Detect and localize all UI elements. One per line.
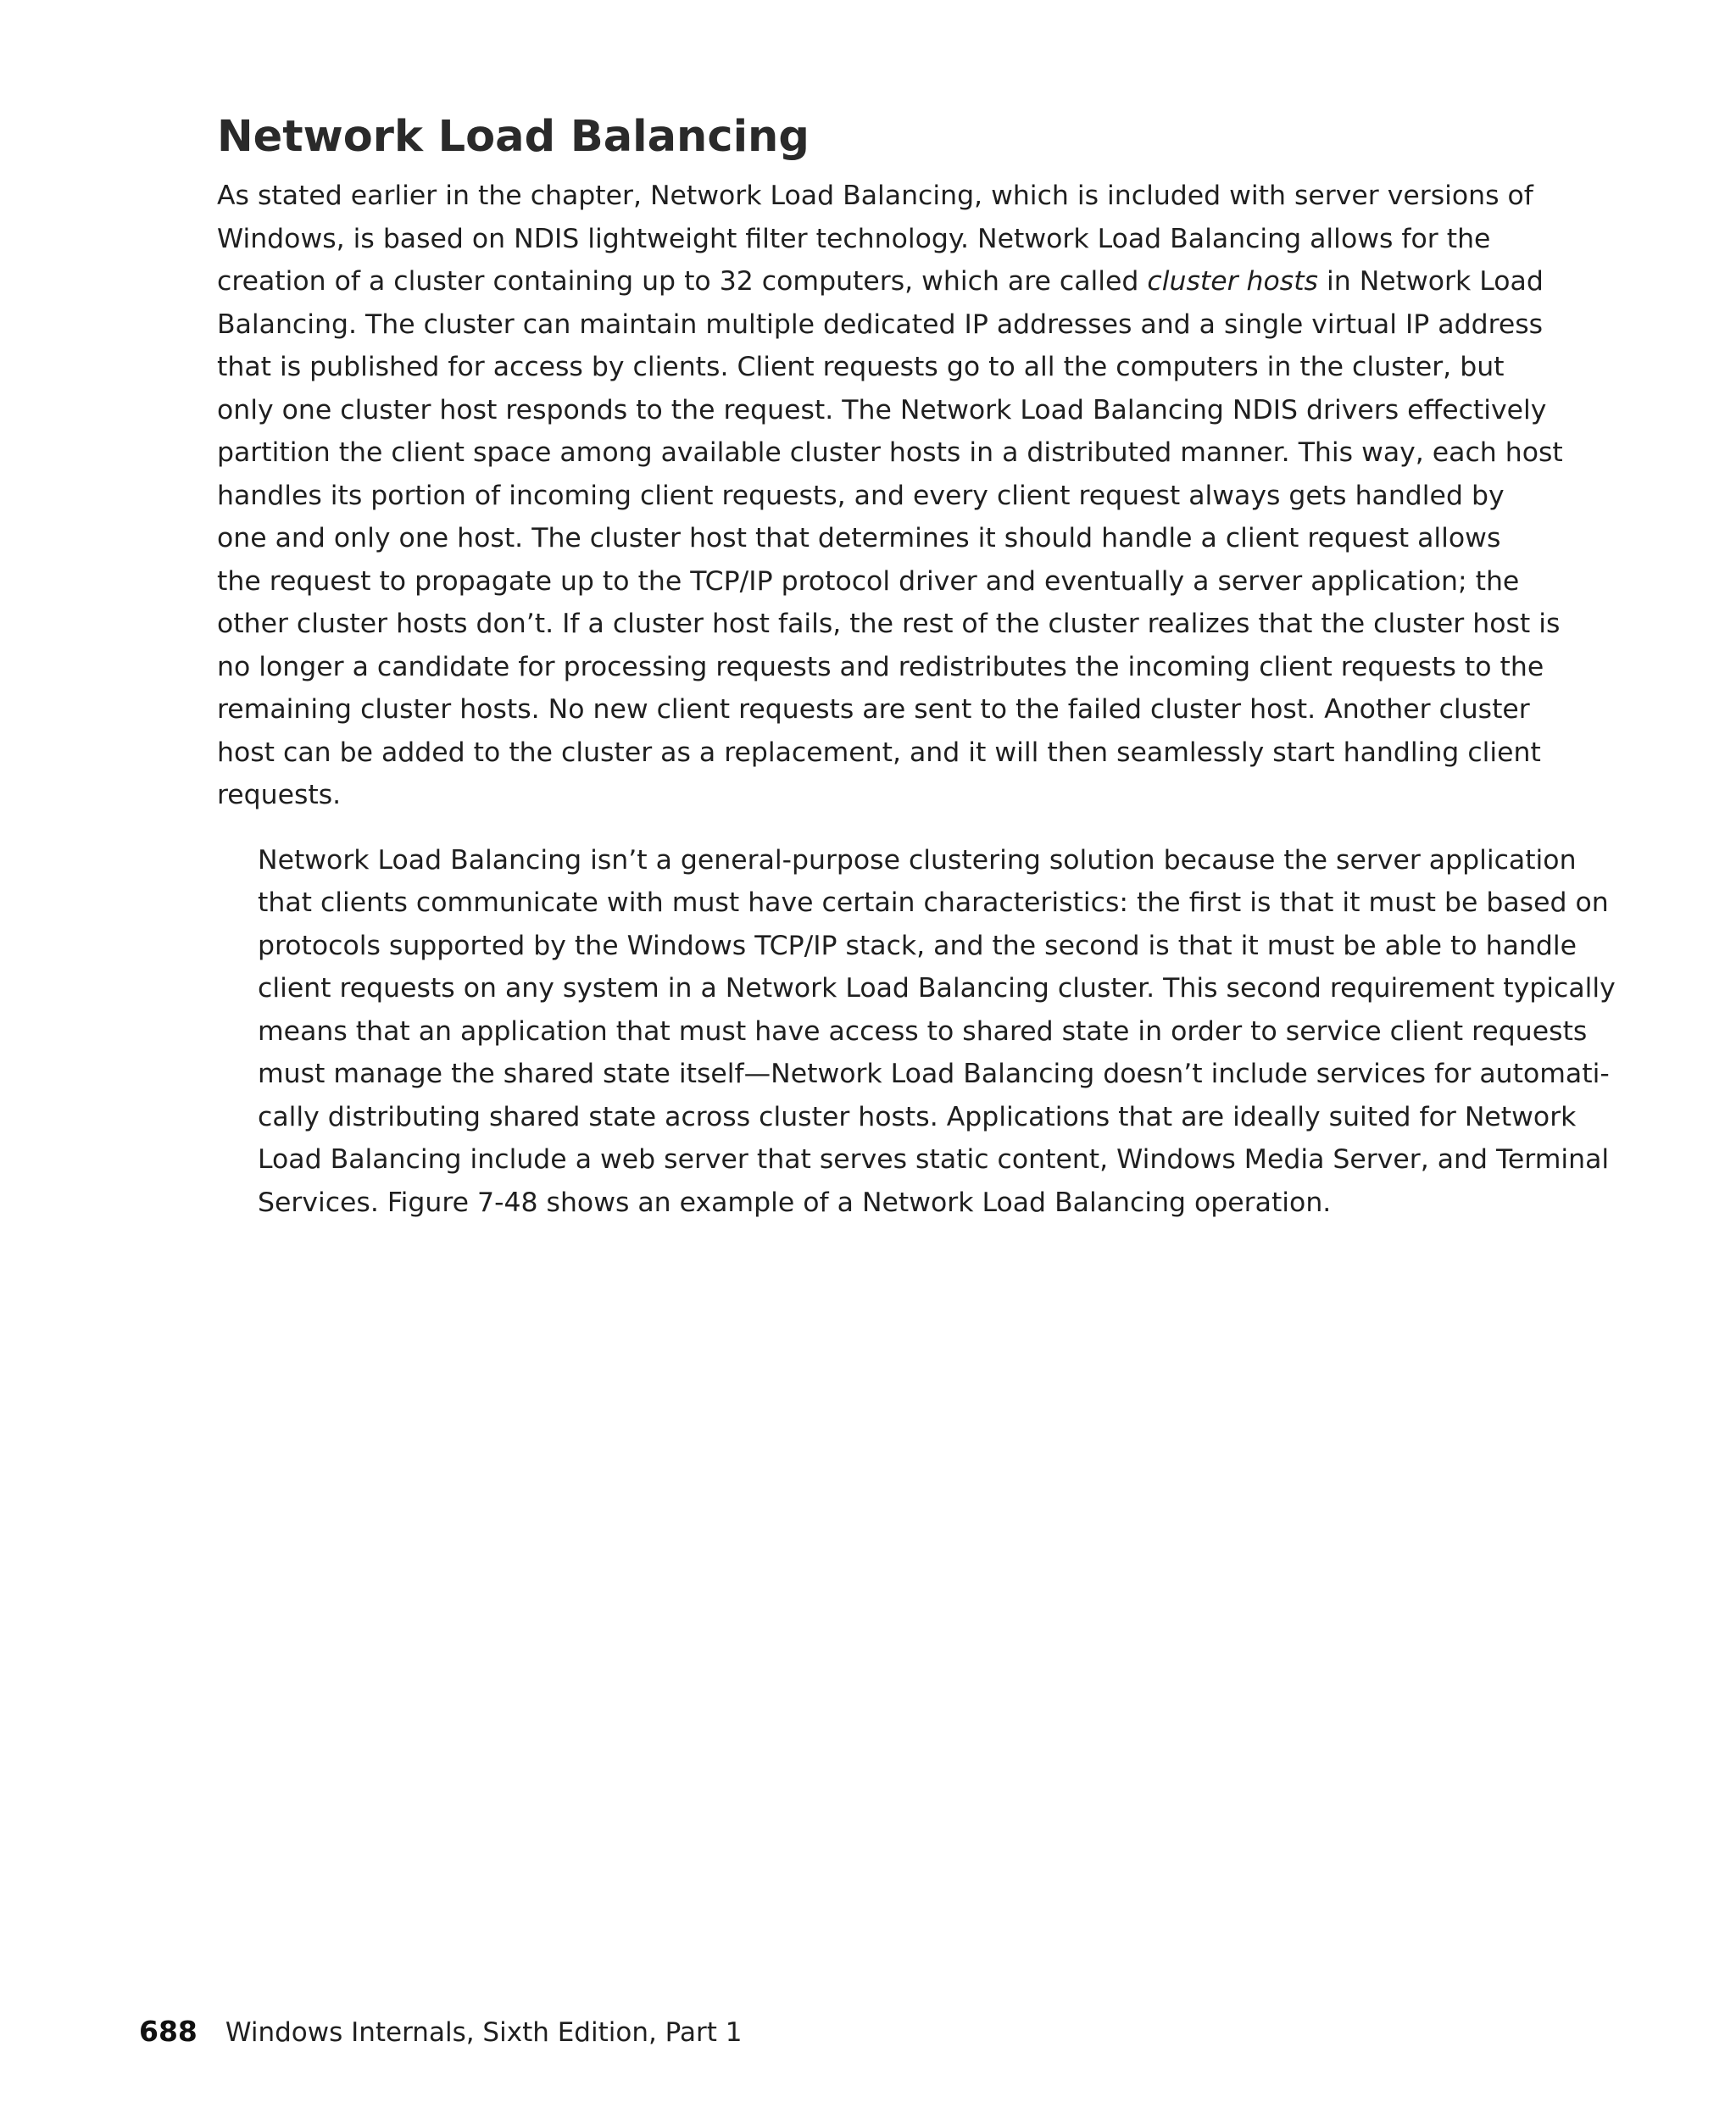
paragraph-line: the request to propagate up to the TCP/IP protocol driver and eventually a server application; the xyxy=(217,565,1520,597)
paragraph-line: remaining cluster hosts. No new client requests are sent to the failed cluster host. Another cluster xyxy=(217,694,1530,725)
paragraph-line: means that an application that must have access to shared state in order to service client requests xyxy=(258,1015,1588,1047)
paragraph-1 xyxy=(217,175,1582,817)
paragraph-line: cally distributing shared state across cluster hosts. Applications that are ideally suited for Network xyxy=(258,1101,1577,1132)
paragraph-line: other cluster hosts don’t. If a cluster host fails, the rest of the cluster realizes that the cluster host is xyxy=(217,609,1561,639)
paragraph-line: protocols supported by the Windows TCP/IP stack, and the second is that it must be able to handle xyxy=(258,930,1577,961)
paragraph-line: must manage the shared state itself—Network Load Balancing doesn’t include services for automati- xyxy=(258,1059,1610,1089)
paragraph-line: host can be added to the cluster as a replacement, and it will then seamlessly start handling client xyxy=(217,737,1541,768)
paragraph-line: no longer a candidate for processing requests and redistributes the incoming client requests to the xyxy=(217,651,1544,682)
term-cluster-hosts: cluster hosts xyxy=(1147,266,1318,297)
paragraph-line: client requests on any system in a Network Load Balancing cluster. This second requirement typically xyxy=(258,973,1616,1004)
paragraph-line: handles its portion of incoming client requests, and every client request always gets handled by xyxy=(217,480,1505,511)
paragraph-line: that clients communicate with must have certain characteristics: the first is that it must be based on xyxy=(258,887,1609,918)
paragraph-line: that is published for access by clients. Client requests go to all the computers in the cluster, but xyxy=(217,352,1505,382)
paragraph-line: partition the client space among available cluster hosts in a distributed manner. This way, each host xyxy=(217,437,1563,468)
body-text xyxy=(217,175,1616,1224)
paragraph-line: Load Balancing include a web server that serves static content, Windows Media Server, and Terminal xyxy=(258,1144,1610,1175)
paragraph-2 xyxy=(217,839,1616,1225)
paragraph-line: Windows, is based on NDIS lightweight filter technology. Network Load Balancing allows for the xyxy=(217,223,1491,254)
paragraph-line: Services. Figure 7-48 shows an example of a Network Load Balancing operation. xyxy=(258,1187,1332,1218)
book-title: Windows Internals, Sixth Edition, Part 1 xyxy=(225,2017,743,2048)
paragraph-line: Balancing. The cluster can maintain multiple dedicated IP addresses and a single virtual IP address xyxy=(217,309,1544,340)
page-number: 688 xyxy=(139,2015,198,2048)
section-heading: Network Load Balancing xyxy=(217,112,810,162)
paragraph-line: Network Load Balancing isn’t a general-purpose clustering solution because the server application xyxy=(258,844,1577,876)
paragraph-line: one and only one host. The cluster host that determines it should handle a client request allows xyxy=(217,523,1501,553)
paragraph-line: requests. xyxy=(217,780,342,810)
paragraph-line: creation of a cluster containing up to 32 computers, which are called cluster hosts in Network Load xyxy=(217,266,1544,297)
paragraph-line: only one cluster host responds to the request. The Network Load Balancing NDIS drivers effectively xyxy=(217,394,1547,425)
paragraph-line: As stated earlier in the chapter, Network Load Balancing, which is included with server versions of xyxy=(217,181,1533,211)
page-footer xyxy=(139,2011,742,2053)
